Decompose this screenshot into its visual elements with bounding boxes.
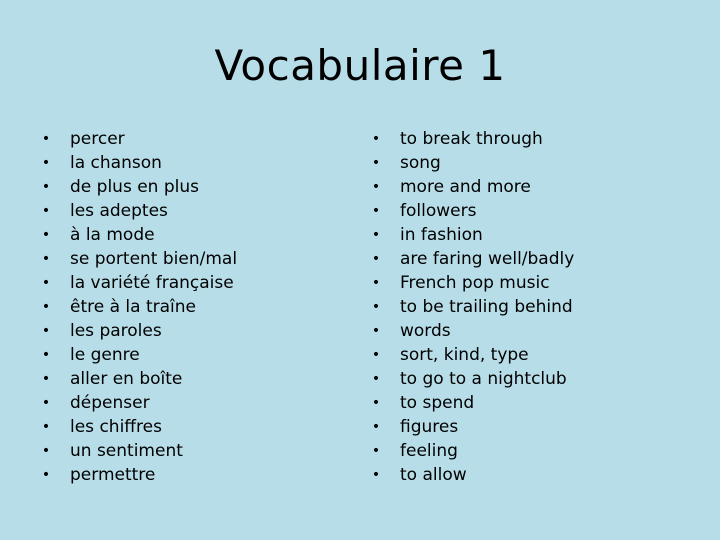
bullet-icon: • bbox=[41, 131, 51, 147]
bullet-icon: • bbox=[371, 299, 381, 315]
bullet-icon: • bbox=[371, 443, 381, 459]
bullet-icon: • bbox=[41, 299, 51, 315]
bullet-icon: • bbox=[371, 251, 381, 267]
french-term: à la mode bbox=[70, 225, 155, 245]
french-item bbox=[40, 127, 340, 151]
english-term: song bbox=[400, 153, 441, 173]
french-item bbox=[40, 367, 340, 391]
french-term: permettre bbox=[70, 465, 156, 485]
english-term: to be trailing behind bbox=[400, 297, 573, 317]
french-term: les adeptes bbox=[70, 201, 168, 221]
french-term: le genre bbox=[70, 345, 140, 365]
bullet-icon: • bbox=[371, 323, 381, 339]
bullet-icon: • bbox=[41, 251, 51, 267]
bullet-icon: • bbox=[41, 371, 51, 387]
french-item bbox=[40, 391, 340, 415]
english-item bbox=[370, 319, 690, 343]
bullet-icon: • bbox=[371, 395, 381, 411]
french-item bbox=[40, 151, 340, 175]
bullet-icon: • bbox=[41, 419, 51, 435]
bullet-icon: • bbox=[41, 395, 51, 411]
bullet-icon: • bbox=[41, 467, 51, 483]
french-term: un sentiment bbox=[70, 441, 183, 461]
french-term: de plus en plus bbox=[70, 177, 199, 197]
english-term: to go to a nightclub bbox=[400, 369, 567, 389]
slide-title: Vocabulaire 1 bbox=[214, 41, 506, 90]
bullet-icon: • bbox=[371, 203, 381, 219]
english-term: in fashion bbox=[400, 225, 483, 245]
french-term: dépenser bbox=[70, 393, 150, 413]
french-term: les chiffres bbox=[70, 417, 162, 437]
french-item bbox=[40, 223, 340, 247]
english-item bbox=[370, 295, 690, 319]
english-term: more and more bbox=[400, 177, 531, 197]
english-item bbox=[370, 151, 690, 175]
bullet-icon: • bbox=[371, 155, 381, 171]
english-term: to allow bbox=[400, 465, 467, 485]
english-term: to spend bbox=[400, 393, 475, 413]
english-term: sort, kind, type bbox=[400, 345, 529, 365]
bullet-icon: • bbox=[371, 419, 381, 435]
french-item bbox=[40, 199, 340, 223]
bullet-icon: • bbox=[371, 227, 381, 243]
french-item bbox=[40, 295, 340, 319]
english-term: followers bbox=[400, 201, 477, 221]
bullet-icon: • bbox=[371, 371, 381, 387]
english-item bbox=[370, 343, 690, 367]
english-term: feeling bbox=[400, 441, 458, 461]
bullet-icon: • bbox=[41, 275, 51, 291]
bullet-icon: • bbox=[371, 131, 381, 147]
english-item bbox=[370, 367, 690, 391]
french-item bbox=[40, 439, 340, 463]
bullet-icon: • bbox=[371, 347, 381, 363]
bullet-icon: • bbox=[41, 203, 51, 219]
english-item bbox=[370, 415, 690, 439]
bullet-icon: • bbox=[41, 227, 51, 243]
french-term: la chanson bbox=[70, 153, 162, 173]
english-item bbox=[370, 439, 690, 463]
french-term: se portent bien/mal bbox=[70, 249, 238, 269]
french-term: aller en boîte bbox=[70, 369, 183, 389]
english-item bbox=[370, 223, 690, 247]
english-item bbox=[370, 175, 690, 199]
english-term: are faring well/badly bbox=[400, 249, 575, 269]
french-term: la variété française bbox=[70, 273, 234, 293]
bullet-icon: • bbox=[41, 155, 51, 171]
french-item bbox=[40, 415, 340, 439]
bullet-icon: • bbox=[371, 275, 381, 291]
french-item bbox=[40, 271, 340, 295]
french-item bbox=[40, 319, 340, 343]
english-item bbox=[370, 463, 690, 487]
english-item bbox=[370, 127, 690, 151]
english-item bbox=[370, 391, 690, 415]
english-item bbox=[370, 271, 690, 295]
french-term: les paroles bbox=[70, 321, 162, 341]
bullet-icon: • bbox=[41, 179, 51, 195]
english-term: French pop music bbox=[400, 273, 550, 293]
french-term: percer bbox=[70, 129, 125, 149]
bullet-icon: • bbox=[371, 179, 381, 195]
english-item bbox=[370, 199, 690, 223]
english-term: figures bbox=[400, 417, 459, 437]
bullet-icon: • bbox=[41, 443, 51, 459]
bullet-icon: • bbox=[41, 347, 51, 363]
french-item bbox=[40, 463, 340, 487]
english-term: words bbox=[400, 321, 451, 341]
english-term: to break through bbox=[400, 129, 543, 149]
french-term: être à la traîne bbox=[70, 297, 196, 317]
french-item bbox=[40, 175, 340, 199]
french-item bbox=[40, 247, 340, 271]
english-item bbox=[370, 247, 690, 271]
french-vocabulary-list bbox=[40, 127, 340, 487]
bullet-icon: • bbox=[41, 323, 51, 339]
french-item bbox=[40, 343, 340, 367]
bullet-icon: • bbox=[371, 467, 381, 483]
english-translation-list bbox=[370, 127, 690, 487]
